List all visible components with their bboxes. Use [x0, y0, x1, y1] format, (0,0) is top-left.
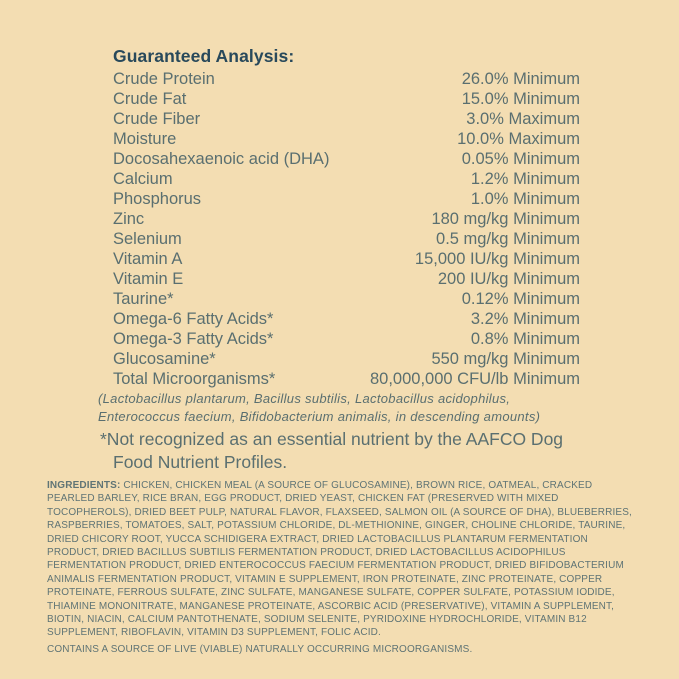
ingredients-heading: INGREDIENTS:: [47, 480, 121, 491]
analysis-row: [113, 249, 580, 269]
nutrient-value: 1.2% Minimum: [470, 170, 580, 188]
ingredients-paragraph: [47, 479, 635, 640]
nutrient-value: 26.0% Minimum: [461, 70, 580, 88]
analysis-row: [113, 309, 580, 329]
nutrient-name: Zinc: [113, 210, 145, 228]
analysis-row: [113, 329, 580, 349]
nutrient-name: Crude Fiber: [113, 110, 201, 128]
nutrient-name: Docosahexaenoic acid (DHA): [113, 150, 330, 168]
aafco-footnote: *Not recognized as an essential nutrient by the AAFCO Dog Food Nutrient Profiles.: [100, 429, 564, 472]
guaranteed-analysis-section: [113, 46, 580, 389]
analysis-row: [113, 69, 580, 89]
analysis-row: [113, 109, 580, 129]
nutrient-value: 1.0% Minimum: [470, 190, 580, 208]
nutrient-name: Calcium: [113, 170, 173, 188]
nutrient-value: 80,000,000 CFU/lb Minimum: [369, 370, 580, 388]
nutrient-name: Crude Fat: [113, 90, 187, 108]
nutrient-value: 15.0% Minimum: [461, 90, 580, 108]
nutrient-name: Glucosamine*: [113, 350, 216, 368]
nutrient-value: 0.12% Minimum: [461, 290, 580, 308]
nutrient-name: Moisture: [113, 130, 177, 148]
nutrient-value: 3.0% Maximum: [466, 110, 580, 128]
nutrient-name: Vitamin E: [113, 270, 184, 288]
nutrient-name: Crude Protein: [113, 70, 215, 88]
nutrient-name: Total Microorganisms*: [113, 370, 276, 388]
analysis-row: [113, 129, 580, 149]
analysis-row: [113, 289, 580, 309]
ingredients-list-text: CHICKEN, CHICKEN MEAL (A SOURCE OF GLUCOSAMINE), BROWN RICE, OATMEAL, CRACKED PEARLED BARLEY, RICE BRAN, EGG PRODUCT, DRIED YEAST, CHICKEN FAT (PRESERVED WITH MIXED TOCOPHEROLS), DRIED BEET PULP, NATURAL FLAVOR, FLAXSEED, SALMON OIL (A SOURCE OF DHA), BLUEBERRIES, RASPBERRIES, TOMATOES, SALT, POTASSIUM CHLORIDE, DL-METHIONINE, GINGER, CHOLINE CHLORIDE, TAURINE, DRIED CHICORY ROOT, YUCCA SCHIDIGERA EXTRACT, DRIED LACTOBACILLUS PLANTARUM FERMENTATION PRODUCT, DRIED BACILLUS SUBTILIS FERMENTATION PRODUCT, DRIED LACTOBACILLUS ACIDOPHILUS FERMENTATION PRODUCT, DRIED ENTEROCOCCUS FAECIUM FERMENTATION PRODUCT, DRIED BIFIDOBACTERIUM ANIMALIS FERMENTATION PRODUCT, VITAMIN E SUPPLEMENT, IRON PROTEINATE, ZINC PROTEINATE, COPPER PROTEINATE, FERROUS SULFATE, ZINC SULFATE, MANGANESE SULFATE, COPPER SULFATE, POTASSIUM IODIDE, THIAMINE MONONITRATE, MANGANESE PROTEINATE, ASCORBIC ACID (PRESERVATIVE), VITAMIN A SUPPLEMENT, BIOTIN, NIACIN, CALCIUM PANTOTHENATE, SODIUM SELENITE, PYRIDOXINE HYDROCHLORIDE, VITAMIN B12 SUPPLEMENT, RIBOFLAVIN, VITAMIN D3 SUPPLEMENT, FOLIC ACID.: [47, 480, 632, 639]
nutrient-value: 0.05% Minimum: [461, 150, 580, 168]
guaranteed-analysis-title: Guaranteed Analysis:: [113, 46, 295, 66]
nutrient-value: 180 mg/kg Minimum: [431, 210, 580, 228]
nutrient-value: 550 mg/kg Minimum: [431, 350, 580, 368]
nutrient-name: Taurine*: [113, 290, 174, 308]
analysis-row: [113, 149, 580, 169]
nutrient-name: Omega-3 Fatty Acids*: [113, 330, 274, 348]
analysis-row: [113, 89, 580, 109]
nutrient-value: 3.2% Minimum: [470, 310, 580, 328]
nutrient-value: 0.5 mg/kg Minimum: [436, 230, 580, 248]
analysis-row: [113, 169, 580, 189]
nutrient-name: Omega-6 Fatty Acids*: [113, 310, 274, 328]
analysis-row: [113, 209, 580, 229]
nutrient-value: 200 IU/kg Minimum: [437, 270, 580, 288]
nutrient-name: Vitamin A: [113, 250, 183, 268]
analysis-row: [113, 189, 580, 209]
analysis-row: [113, 349, 580, 369]
analysis-row: [113, 269, 580, 289]
nutrient-value: 10.0% Maximum: [457, 130, 580, 148]
nutrient-value: 15,000 IU/kg Minimum: [414, 250, 580, 268]
contains-live-microorganisms-note: CONTAINS A SOURCE OF LIVE (VIABLE) NATURALLY OCCURRING MICROORGANISMS.: [47, 644, 473, 655]
nutrient-name: Selenium: [113, 230, 182, 248]
guaranteed-analysis-table: [113, 69, 580, 389]
analysis-row: [113, 229, 580, 249]
microorganisms-detail-note: (Lactobacillus plantarum, Bacillus subtilis, Lactobacillus acidophilus, Enterococcus faecium, Bifidobacterium animalis, in descending amounts): [98, 391, 541, 424]
nutrient-name: Phosphorus: [113, 190, 202, 208]
nutrient-value: 0.8% Minimum: [470, 330, 580, 348]
analysis-row: [113, 369, 580, 389]
